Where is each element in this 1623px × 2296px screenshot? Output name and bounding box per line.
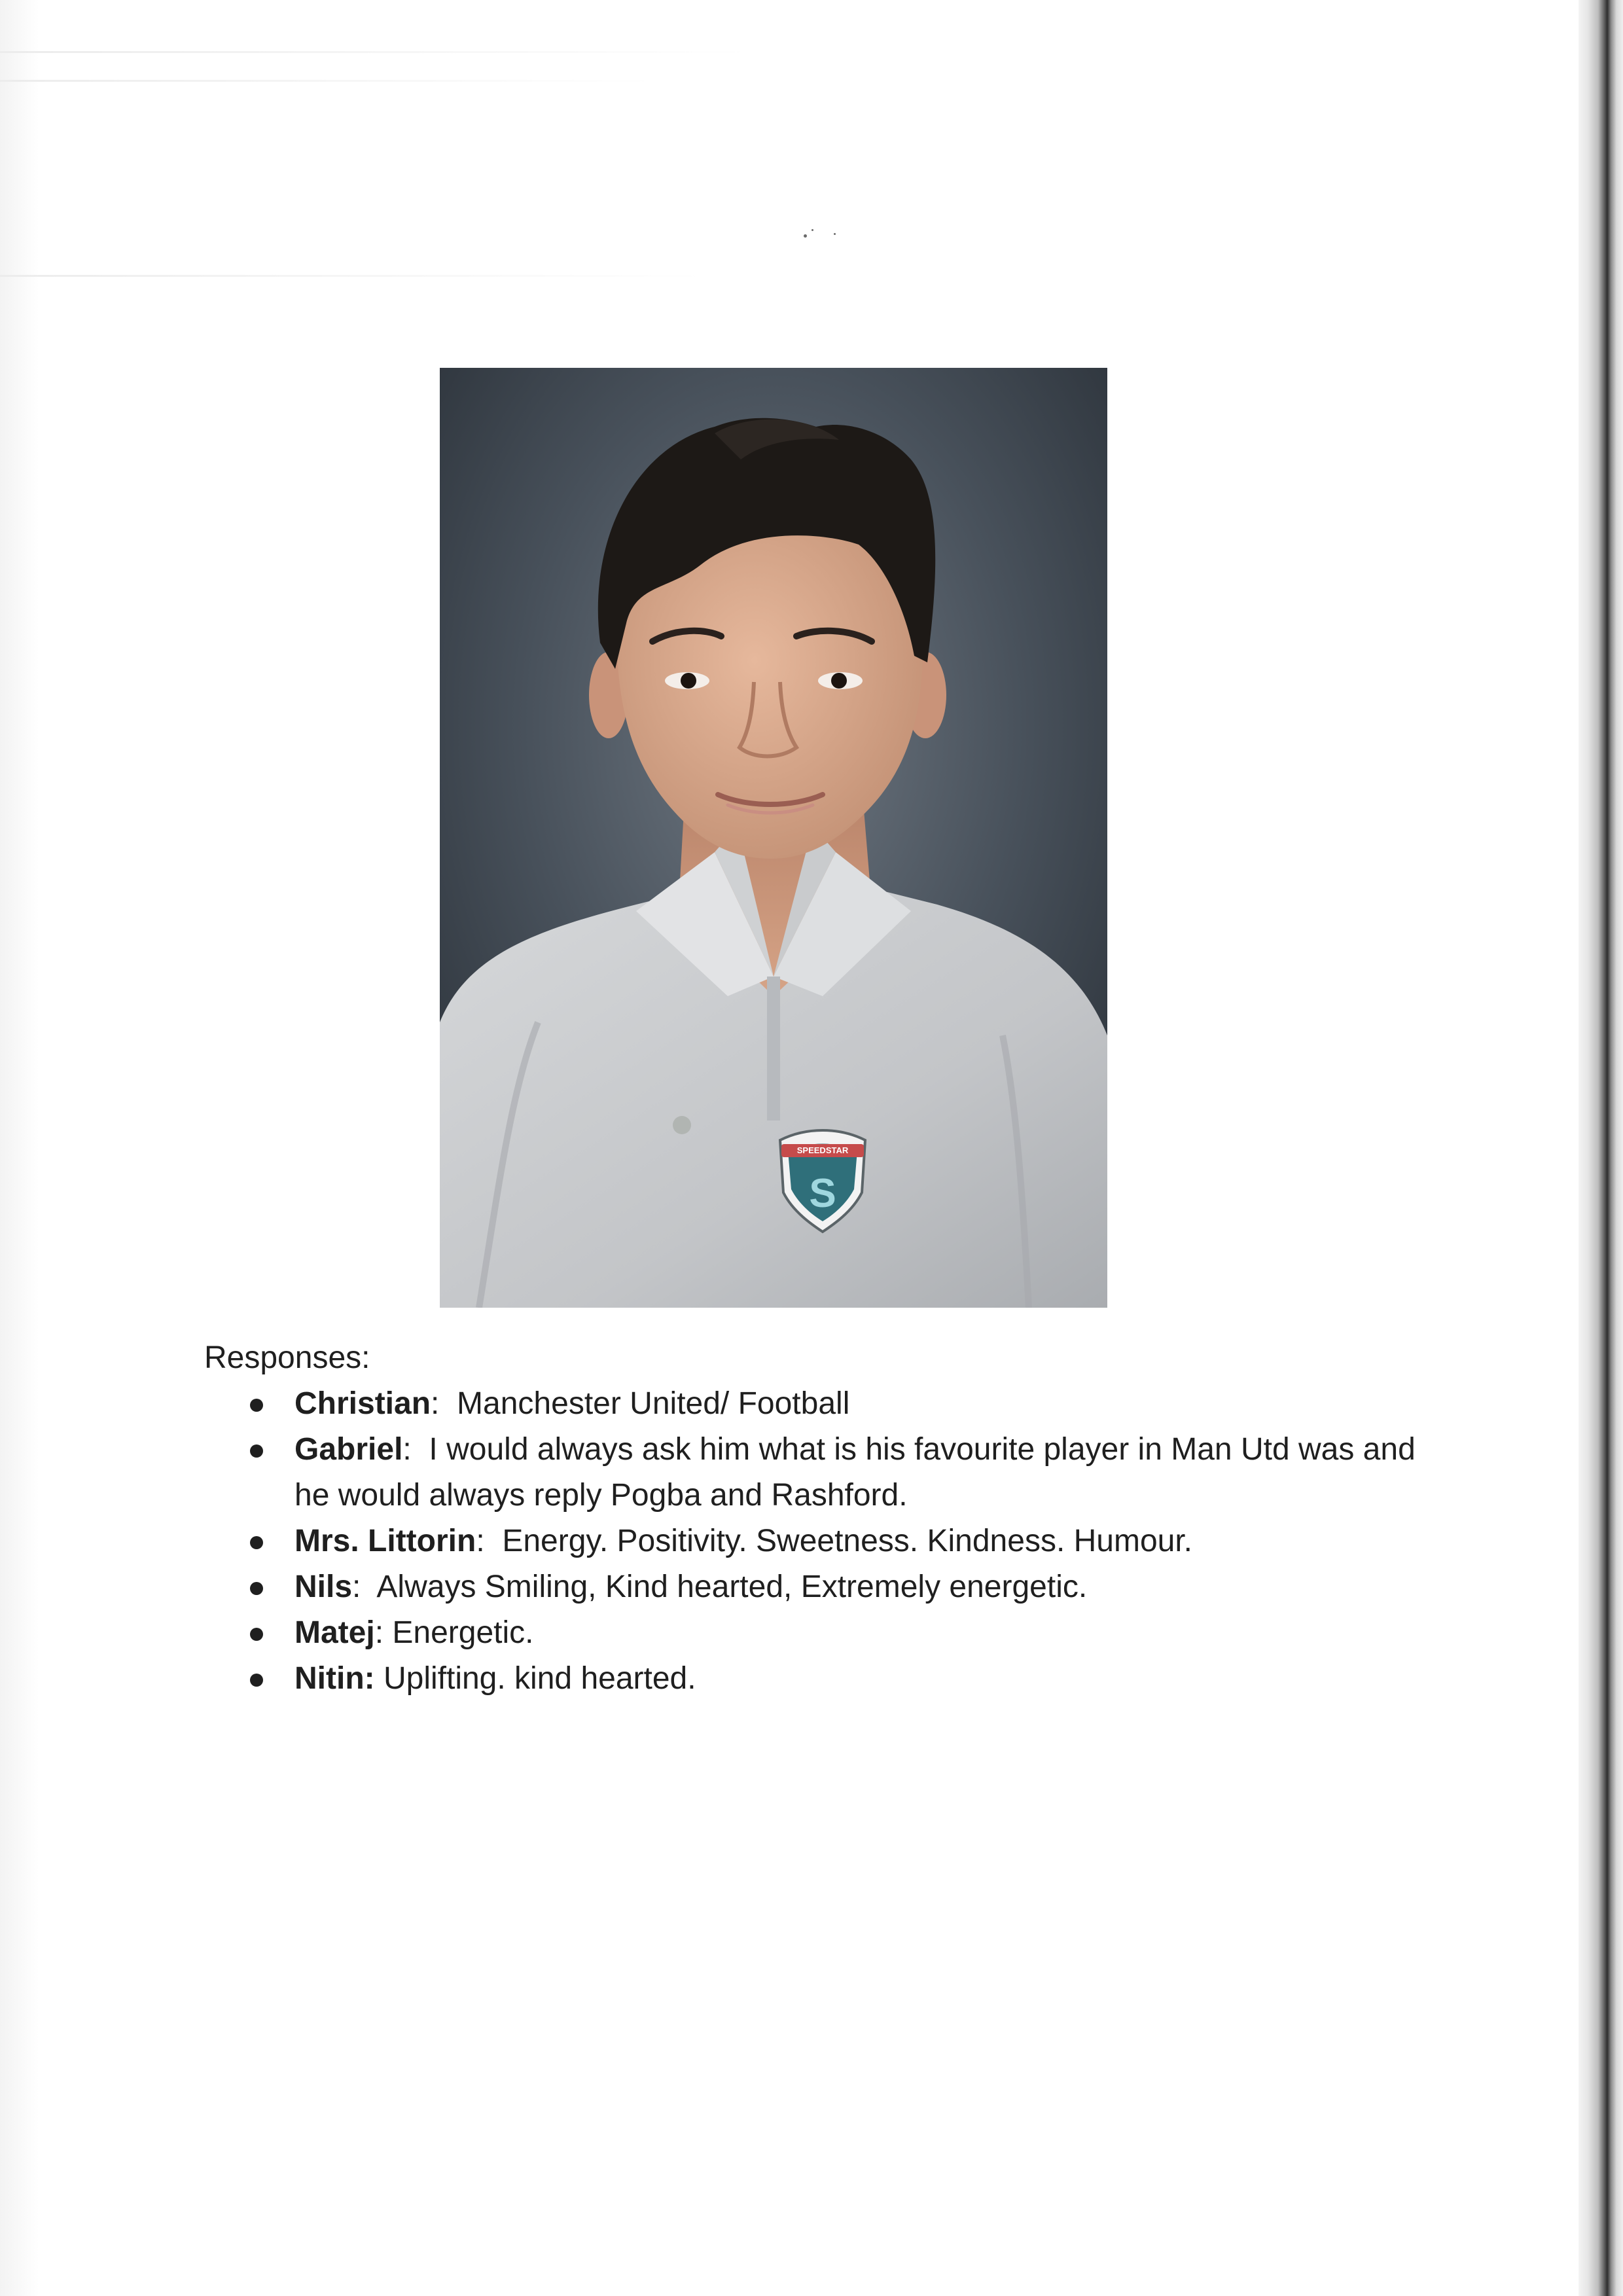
response-item-matej (204, 1610, 1421, 1656)
svg-text:S: S (809, 1171, 836, 1216)
dust-speck (804, 234, 807, 238)
response-text: I would always ask him what is his favourite player in Man Utd was and he would always reply Pogba and Rashford. (294, 1432, 1425, 1513)
response-item-nils (204, 1564, 1421, 1610)
name-separator: : (476, 1524, 485, 1558)
dust-speck (834, 233, 836, 235)
bullet-icon (250, 1444, 263, 1458)
responses-heading: Responses: (204, 1340, 370, 1375)
response-item-nitin (204, 1656, 1421, 1702)
scan-line (0, 51, 753, 53)
response-text: Always Smiling, Kind hearted, Extremely energetic. (361, 1570, 1088, 1604)
response-list (204, 1381, 1425, 1702)
responder-name: Nils (294, 1570, 353, 1604)
student-portrait-photo (440, 368, 1107, 1308)
bullet-icon (250, 1674, 263, 1687)
name-separator: : (431, 1386, 440, 1421)
svg-text:SPEEDSTAR: SPEEDSTAR (796, 1145, 849, 1155)
responder-name: Matej (294, 1615, 375, 1650)
name-separator: : (402, 1432, 412, 1467)
responder-name: Gabriel (294, 1432, 403, 1467)
response-item-mrs-littorin (204, 1518, 1421, 1564)
scan-left-edge (0, 0, 39, 2296)
scan-line (0, 275, 707, 277)
response-item-gabriel (204, 1427, 1425, 1518)
response-text: Uplifting. kind hearted. (374, 1661, 696, 1696)
name-separator: : (374, 1615, 384, 1650)
bullet-icon (250, 1399, 263, 1412)
response-item-christian (204, 1381, 1421, 1427)
response-text: Energetic. (383, 1615, 534, 1650)
name-separator: : (352, 1570, 361, 1604)
scan-line (0, 80, 654, 82)
bullet-icon (250, 1536, 263, 1549)
responder-name: Christian (294, 1386, 431, 1421)
responder-name: Nitin: (294, 1661, 375, 1696)
bullet-icon (250, 1628, 263, 1641)
responder-name: Mrs. Littorin (294, 1524, 476, 1558)
response-text: Manchester United/ Football (439, 1386, 850, 1421)
response-text: Energy. Positivity. Sweetness. Kindness. Humour. (484, 1524, 1193, 1558)
bullet-icon (250, 1582, 263, 1595)
scan-right-edge (1578, 0, 1623, 2296)
responses-section (204, 1335, 1425, 1702)
dust-speck (812, 229, 813, 231)
